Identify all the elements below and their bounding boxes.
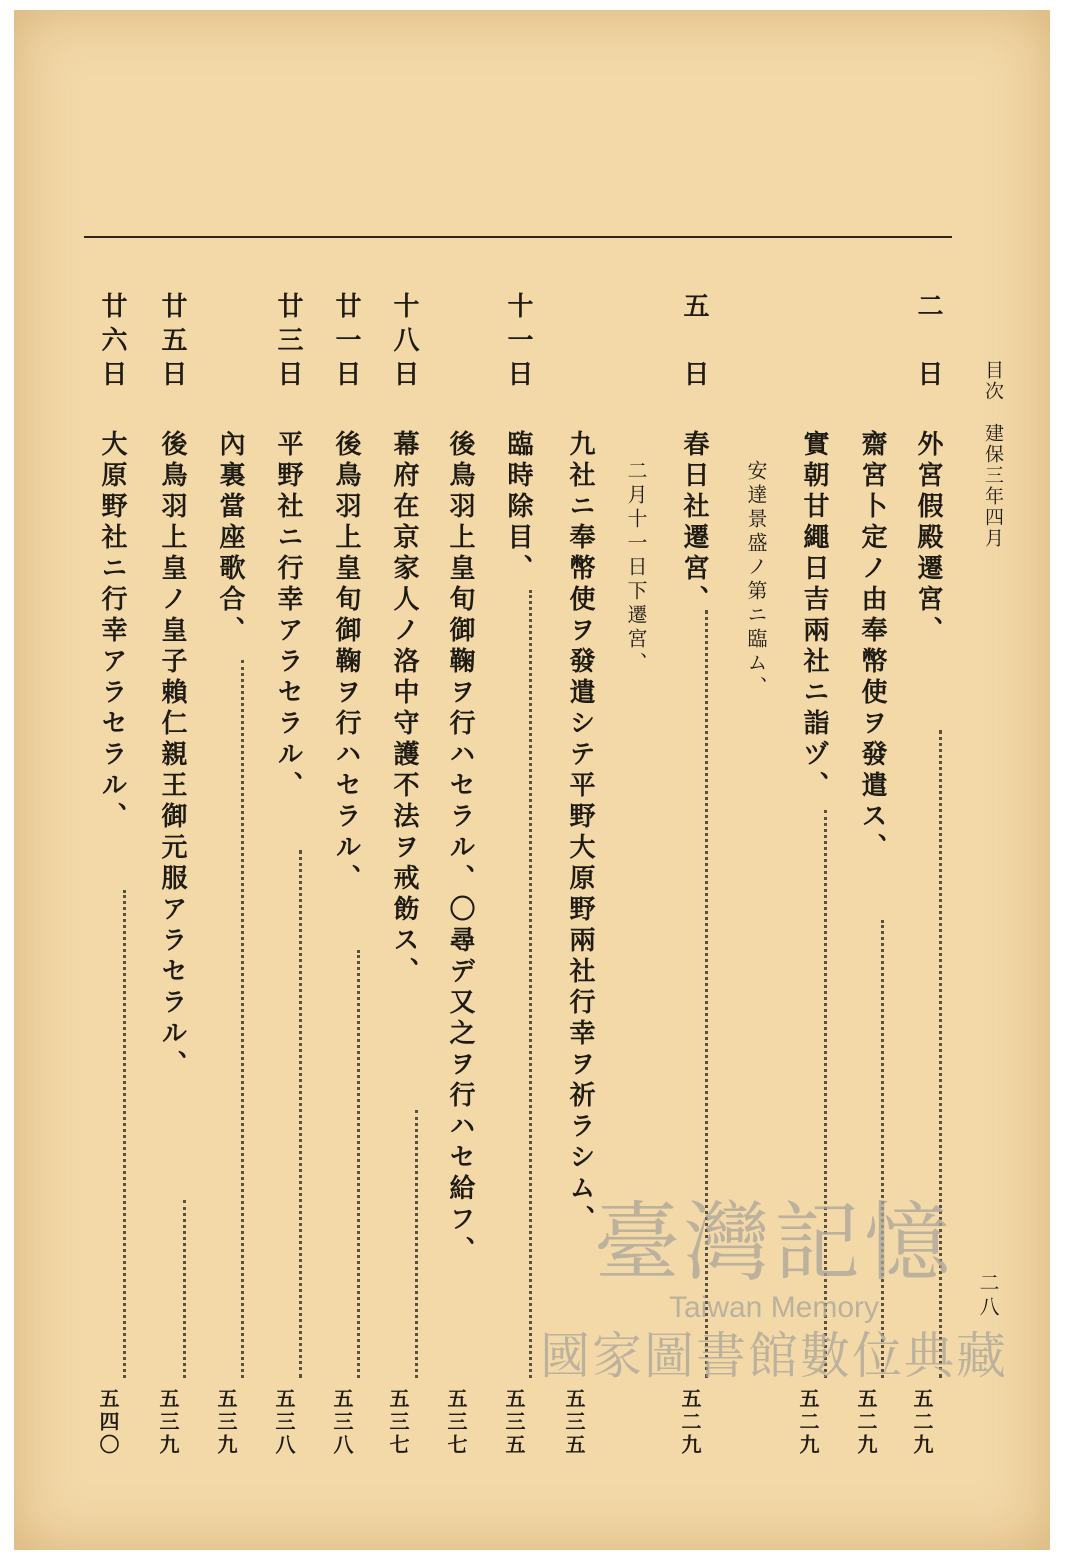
entry-text: 外宮假殿遷宮、 <box>913 430 943 647</box>
entry-date: 廿六日 <box>97 292 127 394</box>
entry-page: 五二九 <box>796 1388 820 1457</box>
entry-page: 五四〇 <box>96 1388 120 1457</box>
entry-date: 廿三日 <box>273 292 303 394</box>
entry-date: 五 日 <box>679 292 709 394</box>
entry-page: 五二九 <box>910 1388 934 1457</box>
entry-page: 五三七 <box>444 1388 468 1457</box>
entry-text: 後鳥羽上皇旬御鞠ヲ行ハセラル、 <box>331 430 361 895</box>
entry-text: 平野社ニ行幸アラセラル、 <box>273 430 303 802</box>
entry-text: 齋宮卜定ノ由奉幣使ヲ發遣ス、 <box>857 430 887 864</box>
entry-text: 九社ニ奉幣使ヲ發遣シテ平野大原野兩社行幸ヲ祈ラシム、 <box>565 430 595 1236</box>
entry-page: 五三五 <box>502 1388 526 1457</box>
entry-text: 後鳥羽上皇ノ皇子賴仁親王御元服アラセラル、 <box>157 430 187 1081</box>
entry-page: 五三五 <box>562 1388 586 1457</box>
entry-text: 實朝甘繩日吉兩社ニ詣ヅ、 <box>799 430 829 802</box>
book-page <box>14 10 1050 1550</box>
entry-text: 春日社遷宮、 <box>679 430 709 616</box>
entry-page: 五三八 <box>330 1388 354 1457</box>
entry-text: 內裏當座歌合、 <box>215 430 245 647</box>
entry-text: 臨時除目、 <box>503 430 533 585</box>
leader-dots <box>183 1200 186 1378</box>
entry-page: 五二九 <box>854 1388 878 1457</box>
leader-dots <box>529 590 532 1378</box>
entry-subnote: 二月十一日下遷宮、 <box>624 460 648 676</box>
entry-date: 二 日 <box>913 292 943 394</box>
entry-page: 五三九 <box>156 1388 180 1457</box>
leader-dots <box>415 1110 418 1378</box>
watermark <box>534 1193 1014 1440</box>
leader-dots <box>123 890 126 1378</box>
entry-date: 十八日 <box>389 292 419 394</box>
entry-page: 五三八 <box>272 1388 296 1457</box>
entry-subnote: 安達景盛ノ第ニ臨ム、 <box>744 460 768 700</box>
entry-text: 幕府在京家人ノ洛中守護不法ヲ戒飭ス、 <box>389 430 419 988</box>
entry-text: 後鳥羽上皇旬御鞠ヲ行ハセラル、〇尋デ又之ヲ行ハセ給フ、 <box>445 430 475 1267</box>
entry-text: 大原野社ニ行幸アラセラル、 <box>97 430 127 833</box>
entry-date: 十一日 <box>503 292 533 394</box>
watermark-chinese: 臺灣記憶 <box>594 1193 954 1293</box>
watermark-org: 國家圖書館數位典藏 <box>540 1328 1008 1384</box>
page-number: 二八 <box>976 1272 1000 1320</box>
header-rule <box>84 236 952 238</box>
leader-dots <box>357 950 360 1378</box>
entry-date: 廿五日 <box>157 292 187 394</box>
entry-page: 五三七 <box>386 1388 410 1457</box>
running-header: 目次 建保三年四月 <box>982 360 1004 549</box>
entry-date: 廿一日 <box>331 292 361 394</box>
leader-dots <box>241 660 244 1378</box>
entry-page: 五三九 <box>214 1388 238 1457</box>
leader-dots <box>299 850 302 1378</box>
watermark-english: Taiwan Memory <box>668 1291 880 1324</box>
entry-page: 五二九 <box>678 1388 702 1457</box>
